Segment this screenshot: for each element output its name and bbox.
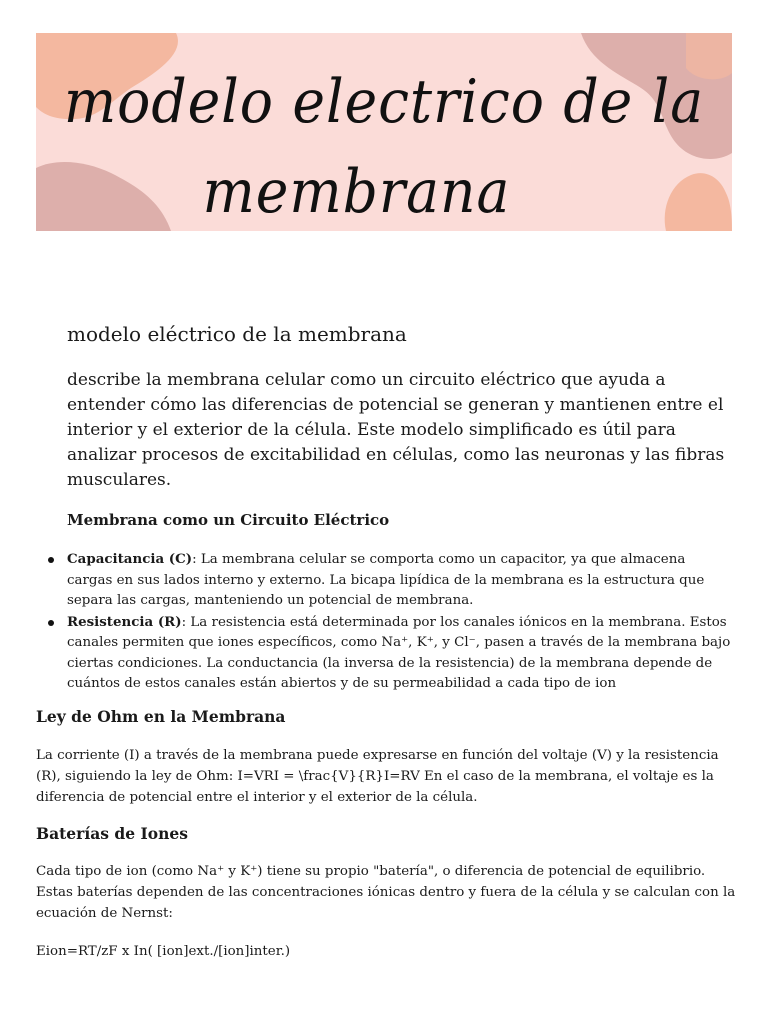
batteries-paragraph: Cada tipo de ion (como Na⁺ y K⁺) tiene su propio "batería", o diferencia de potencial de equilibrio. Estas baterías dependen de las concentraciones iónicas dentro y fuera de la célula y se calculan con la ecuación de Nernst: [36,864,736,921]
list-item [48,612,734,695]
bullet-dot [48,557,54,563]
bullet-list [48,549,734,695]
bullet-dot [48,620,54,626]
ohm-paragraph: La corriente (I) a través de la membrana puede expresarse en función del voltaje (V) y la resistencia (R), siguiendo la ley de Ohm: I=VRI = \frac{V}{R}I=RV En el caso de la membrana, el voltaje es la diferencia de potencial entre el interior y el exterior de la célula. [36,748,719,805]
circuit-heading: Membrana como un Circuito Eléctrico [67,511,390,529]
list-item [48,549,734,612]
banner-title-line1: modelo electrico de la [63,67,705,137]
bullet-term: Capacitancia (C) [67,551,193,567]
bullet-text: : La resistencia está determinada por los canales iónicos en la membrana. Estos canales permiten que iones específicos, como Na⁺, K⁺, y Cl⁻, pasen a través de la membrana bajo ciertas condiciones. La conductancia (la inversa de la resistencia) de la membrana depende de cuántos de estos canales están abiertos y de su permeabilidad a cada tipo de ion [67,614,731,691]
header-banner [36,33,732,231]
banner-title-line2: membrana [202,157,511,227]
nernst-equation: Eion=RT/zF x In( [ion]ext./[ion]inter.) [36,944,291,959]
bullet-text: : La membrana celular se comporta como un capacitor, ya que almacena cargas en sus lados interno y externo. La bicapa lipídica de la membrana es la estructura que separa las cargas, manteniendo un potencial de membrana. [67,552,705,608]
ohm-heading: Ley de Ohm en la Membrana [36,707,286,726]
banner-title [36,33,732,231]
document-subtitle: modelo eléctrico de la membrana [67,322,407,346]
bullet-term: Resistencia (R) [67,613,182,630]
batteries-heading: Baterías de Iones [36,824,188,843]
intro-paragraph: describe la membrana celular como un circuito eléctrico que ayuda a entender cómo las diferencias de potencial se generan y mantienen entre el interior y el exterior de la célula. Este modelo simplificado es útil para analizar procesos de excitabilidad en células, como las neuronas y las fibras musculares. [67,370,725,490]
